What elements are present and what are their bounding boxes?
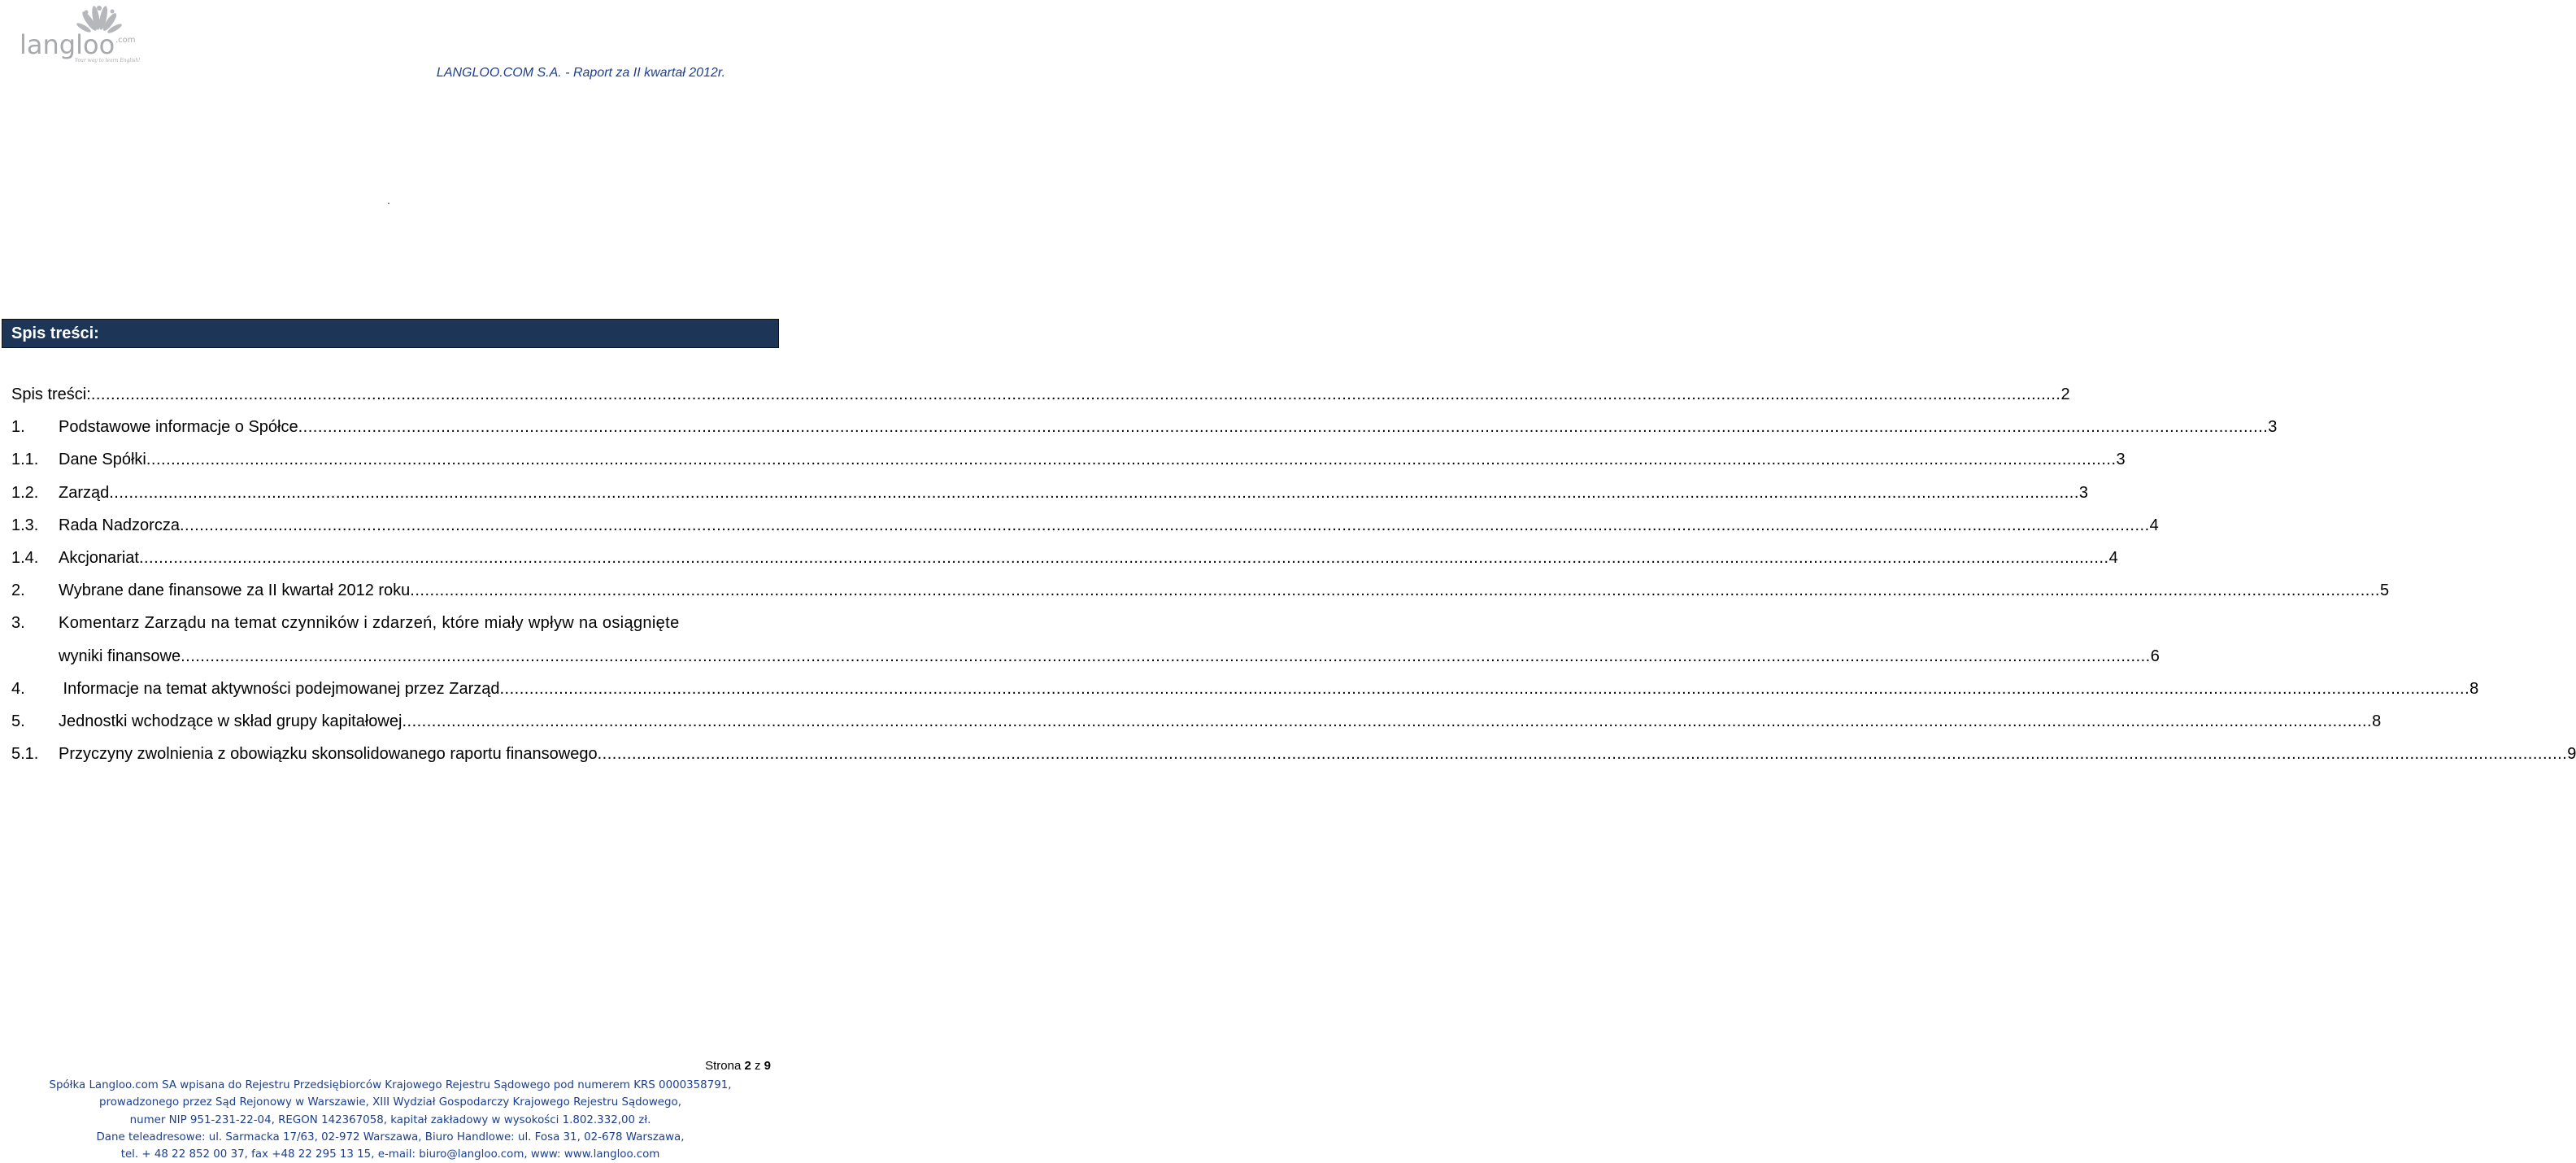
toc-leader-dots: ................................................................................................................................................................................................................................................................................................................................................................................................................: [597, 745, 2568, 764]
logo-com: .com: [115, 36, 136, 45]
toc-entry-number: 1.: [11, 418, 25, 437]
page-current: 2: [744, 1059, 751, 1073]
toc-entry-label: Przyczyny zwolnienia z obowiązku skonsolidowanego raportu finansowego: [59, 745, 598, 764]
toc-entry-page: 4: [2149, 516, 2159, 534]
toc-entry-number: 4.: [11, 679, 25, 698]
toc-leader-dots: ................................................................................................................................................................................................................................................................................................................................................................................................................: [181, 647, 2151, 665]
page-prefix: Strona: [705, 1059, 742, 1073]
toc-leader-dots: ................................................................................................................................................................................................................................................................................................................................................................................................................: [410, 582, 2380, 600]
logo-graphic: [15, 5, 141, 63]
toc-entry-label-continued: wyniki finansowe: [59, 647, 181, 665]
toc-entry-label: Akcjonariat: [59, 548, 139, 567]
toc-entry[interactable]: [11, 385, 2070, 418]
toc-entry-page: 6: [2150, 647, 2160, 665]
toc-entry-page: 2: [2060, 385, 2070, 403]
toc-heading-bar: [2, 319, 779, 348]
toc-entry-page: 4: [2108, 548, 2118, 567]
toc-entry-continuation[interactable]: [11, 647, 2160, 680]
toc-entry-label: Podstawowe informacje o Spółce: [59, 418, 298, 437]
toc-entry[interactable]: [11, 745, 2576, 778]
stray-mark: .: [387, 194, 390, 207]
table-of-contents: [11, 385, 2576, 778]
toc-leader-dots: ................................................................................................................................................................................................................................................................................................................................................................................................................: [402, 712, 2373, 730]
company-footer: [0, 1077, 781, 1163]
toc-entry[interactable]: [11, 614, 769, 647]
toc-leader-dots: ................................................................................................................................................................................................................................................................................................................................................................................................................: [138, 548, 2109, 567]
toc-entry-label: Zarząd: [59, 483, 110, 502]
toc-entry[interactable]: [11, 582, 2390, 614]
logo-tagline: Your way to learn English!: [75, 58, 141, 63]
toc-entry-label: Jednostki wchodzące w skład grupy kapitałowej: [59, 712, 402, 730]
page-of: z: [754, 1059, 761, 1073]
toc-entry-label: Informacje na temat aktywności podejmowanej przez Zarząd: [59, 679, 500, 698]
toc-entry-page: 5: [2379, 582, 2390, 600]
toc-entry-label: Rada Nadzorcza: [59, 516, 180, 534]
toc-entry[interactable]: [11, 679, 2479, 712]
toc-leader-dots: ................................................................................................................................................................................................................................................................................................................................................................................................................: [298, 418, 2269, 437]
toc-entry-label: Wybrane dane finansowe za II kwartał 2012 roku: [59, 582, 411, 600]
toc-entry-page: 3: [2116, 451, 2126, 469]
toc-entry-label: Spis treści:: [11, 385, 91, 403]
toc-entry-page: 8: [2372, 712, 2382, 730]
toc-entry-number: 2.: [11, 582, 25, 600]
toc-entry-number: 5.: [11, 712, 25, 730]
toc-entry-number: 5.1.: [11, 745, 39, 764]
footer-line: Spółka Langloo.com SA wpisana do Rejestru Przedsiębiorców Krajowego Rejestru Sądowego pod numerem KRS 0000358791,: [49, 1079, 732, 1091]
footer-line: Dane teleadresowe: ul. Sarmacka 17/63, 02-972 Warszawa, Biuro Handlowe: ul. Fosa 31, 02-678 Warszawa,: [96, 1130, 685, 1143]
toc-entry[interactable]: [11, 712, 2382, 745]
toc-leader-dots: ................................................................................................................................................................................................................................................................................................................................................................................................................: [109, 483, 2079, 502]
report-header-title: LANGLOO.COM S.A. - Raport za II kwartał 2012r.: [436, 66, 725, 80]
toc-entry-label: Komentarz Zarządu na temat czynników i zdarzeń, które miały wpływ na osiągnięte: [59, 614, 680, 633]
toc-entry-number: 1.3.: [11, 516, 39, 534]
toc-entry[interactable]: [11, 483, 2089, 516]
toc-entry-number: 1.1.: [11, 451, 39, 469]
toc-entry-number: 1.2.: [11, 483, 39, 502]
logo-wordmark: langloo: [20, 29, 115, 60]
toc-entry[interactable]: [11, 548, 2118, 582]
toc-entry-number: 3.: [11, 614, 25, 633]
toc-entry-page: 8: [2469, 679, 2479, 698]
footer-line: numer NIP 951-231-22-04, REGON 142367058, kapitał zakładowy w wysokości 1.802.332,00 zł.: [129, 1113, 651, 1126]
toc-leader-dots: ................................................................................................................................................................................................................................................................................................................................................................................................................: [499, 679, 2470, 698]
toc-entry[interactable]: [11, 516, 2159, 549]
page-total: 9: [764, 1059, 771, 1073]
toc-entry[interactable]: [11, 418, 2278, 451]
toc-leader-dots: ................................................................................................................................................................................................................................................................................................................................................................................................................: [90, 385, 2061, 403]
footer-line: tel. + 48 22 852 00 37, fax +48 22 295 13 15, e-mail: biuro@langloo.com, www: www.langloo.com: [120, 1148, 660, 1161]
toc-entry-page: 3: [2078, 483, 2089, 502]
toc-entry-page: 3: [2268, 418, 2278, 437]
toc-leader-dots: ................................................................................................................................................................................................................................................................................................................................................................................................................: [179, 516, 2150, 534]
footer-line: prowadzonego przez Sąd Rejonowy w Warszawie, XIII Wydział Gospodarczy Krajowego Rejestru Sądowego,: [99, 1096, 681, 1109]
page-number: [705, 1059, 771, 1073]
toc-entry-page: 9: [2567, 745, 2576, 764]
langloo-logo: [15, 5, 141, 63]
toc-entry[interactable]: [11, 451, 2126, 483]
toc-entry-number: 1.4.: [11, 548, 39, 567]
toc-entry-label: Dane Spółki: [59, 451, 146, 469]
toc-leader-dots: ................................................................................................................................................................................................................................................................................................................................................................................................................: [146, 451, 2117, 469]
toc-heading: Spis treści:: [11, 325, 99, 342]
